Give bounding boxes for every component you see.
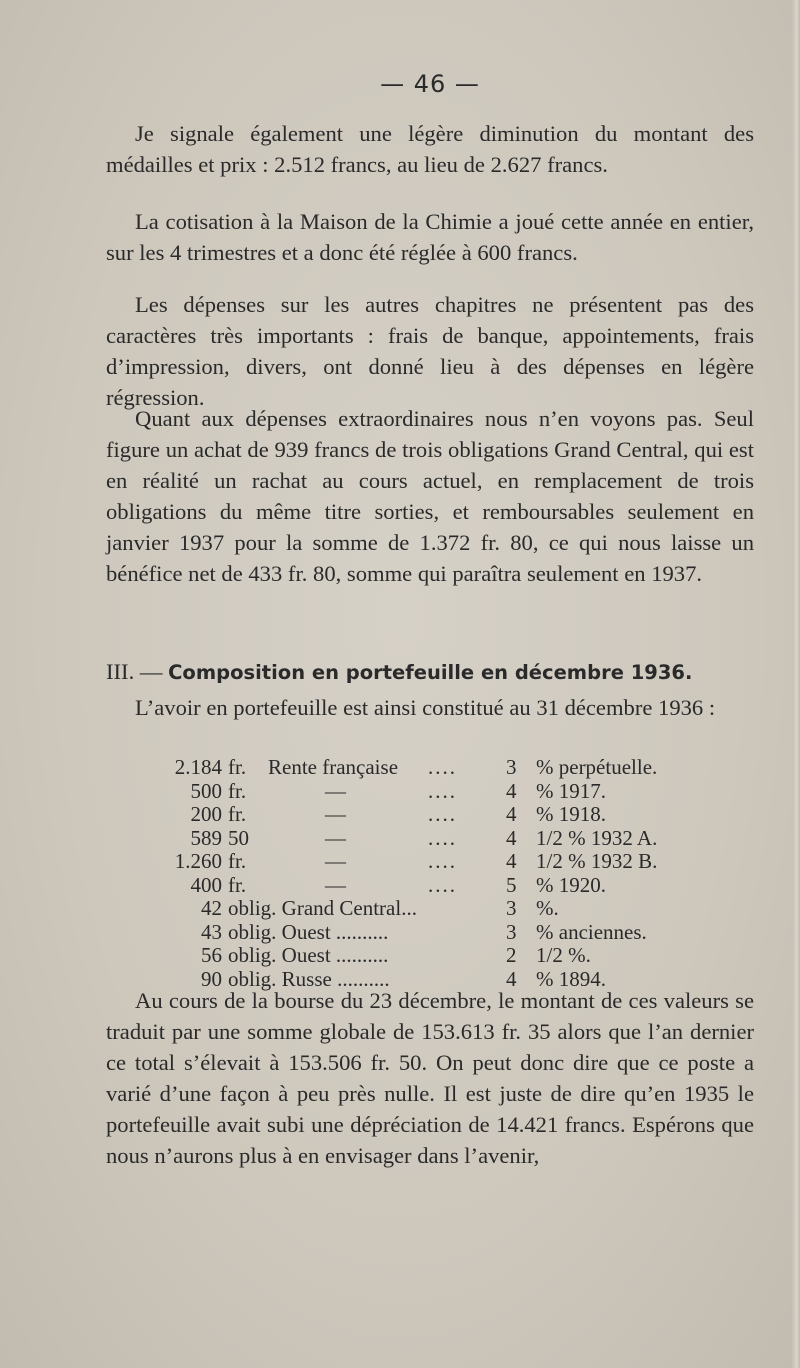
holding-row: [130, 850, 730, 874]
holding-dots: ....: [428, 778, 457, 803]
section-heading: [106, 656, 766, 688]
holding-row: [130, 780, 730, 804]
holding-description: oblig. Grand Central...: [228, 896, 417, 920]
paragraph-text: L’avoir en portefeuille est ainsi constitué au 31 décembre 1936 :: [135, 695, 716, 720]
holding-rate: 2: [506, 943, 517, 967]
holding-unit: fr.: [228, 755, 247, 779]
holding-description: oblig. Ouest ..........: [228, 919, 389, 944]
holding-dots: ....: [428, 755, 457, 779]
paragraph-other-expenses: [106, 289, 754, 413]
paragraph-text: Les dépenses sur les autres chapitres ne présentent pas des caractères très importants : frais de banque, appointements, frais d’impression, divers, ont donné lieu à des dépenses en légère régression.: [106, 292, 754, 410]
holding-row: [130, 874, 730, 898]
holding-row: [130, 756, 730, 780]
holding-description: oblig. Ouest ..........: [228, 943, 389, 967]
holding-amount: 1.260: [174, 849, 222, 873]
holding-rate: 5: [506, 872, 517, 897]
holding-amount: 500: [190, 778, 222, 803]
holding-row: [130, 897, 730, 921]
holding-description: oblig. Russe ..........: [228, 966, 390, 991]
holding-unit: fr.: [228, 802, 247, 826]
holding-row: [130, 944, 730, 968]
holding-amount: 2.184: [174, 755, 222, 779]
holding-note: %.: [536, 896, 559, 920]
holding-amount: 589: [190, 825, 222, 850]
holding-unit: 50: [228, 825, 249, 850]
paragraph-text: La cotisation à la Maison de la Chimie a joué cette année en entier, sur les 4 trimestres et a donc été réglée à 600 francs.: [106, 209, 754, 265]
holding-rate: 3: [506, 755, 517, 779]
holding-dots: ....: [428, 849, 457, 873]
paragraph-text: Quant aux dépenses extraordinaires nous n’en voyons pas. Seul figure un achat de 939 francs de trois obligations Grand Central, qui est en réalité un rachat au cours actuel, en remplacement de trois obligations du même titre sorties, et remboursables seulement en janvier 1937 pour la somme de 1.372 fr. 80, ce qui nous laisse un bénéfice net de 433 fr. 80, somme qui paraîtra seulement en 1937.: [106, 406, 754, 586]
holding-rate: 3: [506, 896, 517, 920]
holding-ditto-dash: —: [325, 825, 346, 850]
holding-note: % 1920.: [536, 872, 606, 897]
holding-note: % 1894.: [536, 966, 606, 991]
holding-row: [130, 921, 730, 945]
holding-amount: 56: [201, 943, 222, 967]
holding-rate: 4: [506, 825, 517, 850]
holding-note: 1/2 %.: [536, 943, 591, 967]
holding-dots: ....: [428, 825, 457, 850]
holding-unit: fr.: [228, 872, 247, 897]
holding-note: % perpétuelle.: [536, 755, 658, 779]
paragraph-market-value: [106, 985, 754, 1171]
paragraph-maison-chimie: [106, 206, 754, 268]
paragraph-portfolio-intro: [106, 692, 754, 723]
paragraph-medals: [106, 118, 754, 180]
holding-rate: 4: [506, 966, 517, 991]
holding-note: 1/2 % 1932 A.: [536, 825, 658, 850]
holding-dots: ....: [428, 802, 457, 826]
holding-unit: fr.: [228, 849, 247, 873]
holding-note: % 1917.: [536, 778, 606, 803]
holding-note: % 1918.: [536, 802, 606, 826]
holding-rate: 4: [506, 778, 517, 803]
page-number: — 46 —: [380, 70, 480, 98]
holding-ditto-dash: —: [325, 849, 346, 873]
holding-row: [130, 803, 730, 827]
holding-amount: 43: [201, 919, 222, 944]
section-number: III. —: [106, 659, 163, 684]
holding-rate: 4: [506, 802, 517, 826]
holding-dots: ....: [428, 872, 457, 897]
section-title: Composition en portefeuille en décembre 1936.: [168, 661, 693, 684]
holding-ditto-dash: —: [325, 872, 346, 897]
holding-unit: fr.: [228, 778, 247, 803]
holding-rate: 4: [506, 849, 517, 873]
holding-note: 1/2 % 1932 B.: [536, 849, 658, 873]
paragraph-extraordinary-expenses: [106, 403, 754, 589]
holding-row: [130, 827, 730, 851]
paragraph-text: Au cours de la bourse du 23 décembre, le montant de ces valeurs se traduit par une somme globale de 153.613 fr. 35 alors que l’an dernier ce total s’élevait à 153.506 fr. 50. On peut donc dire que ce poste a varié d’une façon à peu près nulle. Il est juste de dire qu’en 1935 le portefeuille avait subi une dépréciation de 14.421 francs. Espérons que nous n’aurons plus à en envisager dans l’avenir,: [106, 988, 754, 1168]
holding-ditto-dash: —: [325, 802, 346, 826]
holding-amount: 200: [190, 802, 222, 826]
holding-note: % anciennes.: [536, 919, 647, 944]
page-edge: [792, 0, 800, 1368]
holding-amount: 90: [201, 966, 222, 991]
holding-description: Rente française: [268, 755, 399, 779]
holding-amount: 400: [190, 872, 222, 897]
holding-ditto-dash: —: [325, 778, 346, 803]
holding-rate: 3: [506, 919, 517, 944]
paragraph-text: Je signale également une légère diminution du montant des médailles et prix : 2.512 francs, au lieu de 2.627 francs.: [106, 121, 754, 177]
holding-amount: 42: [201, 896, 222, 920]
holdings-table: [130, 756, 730, 991]
